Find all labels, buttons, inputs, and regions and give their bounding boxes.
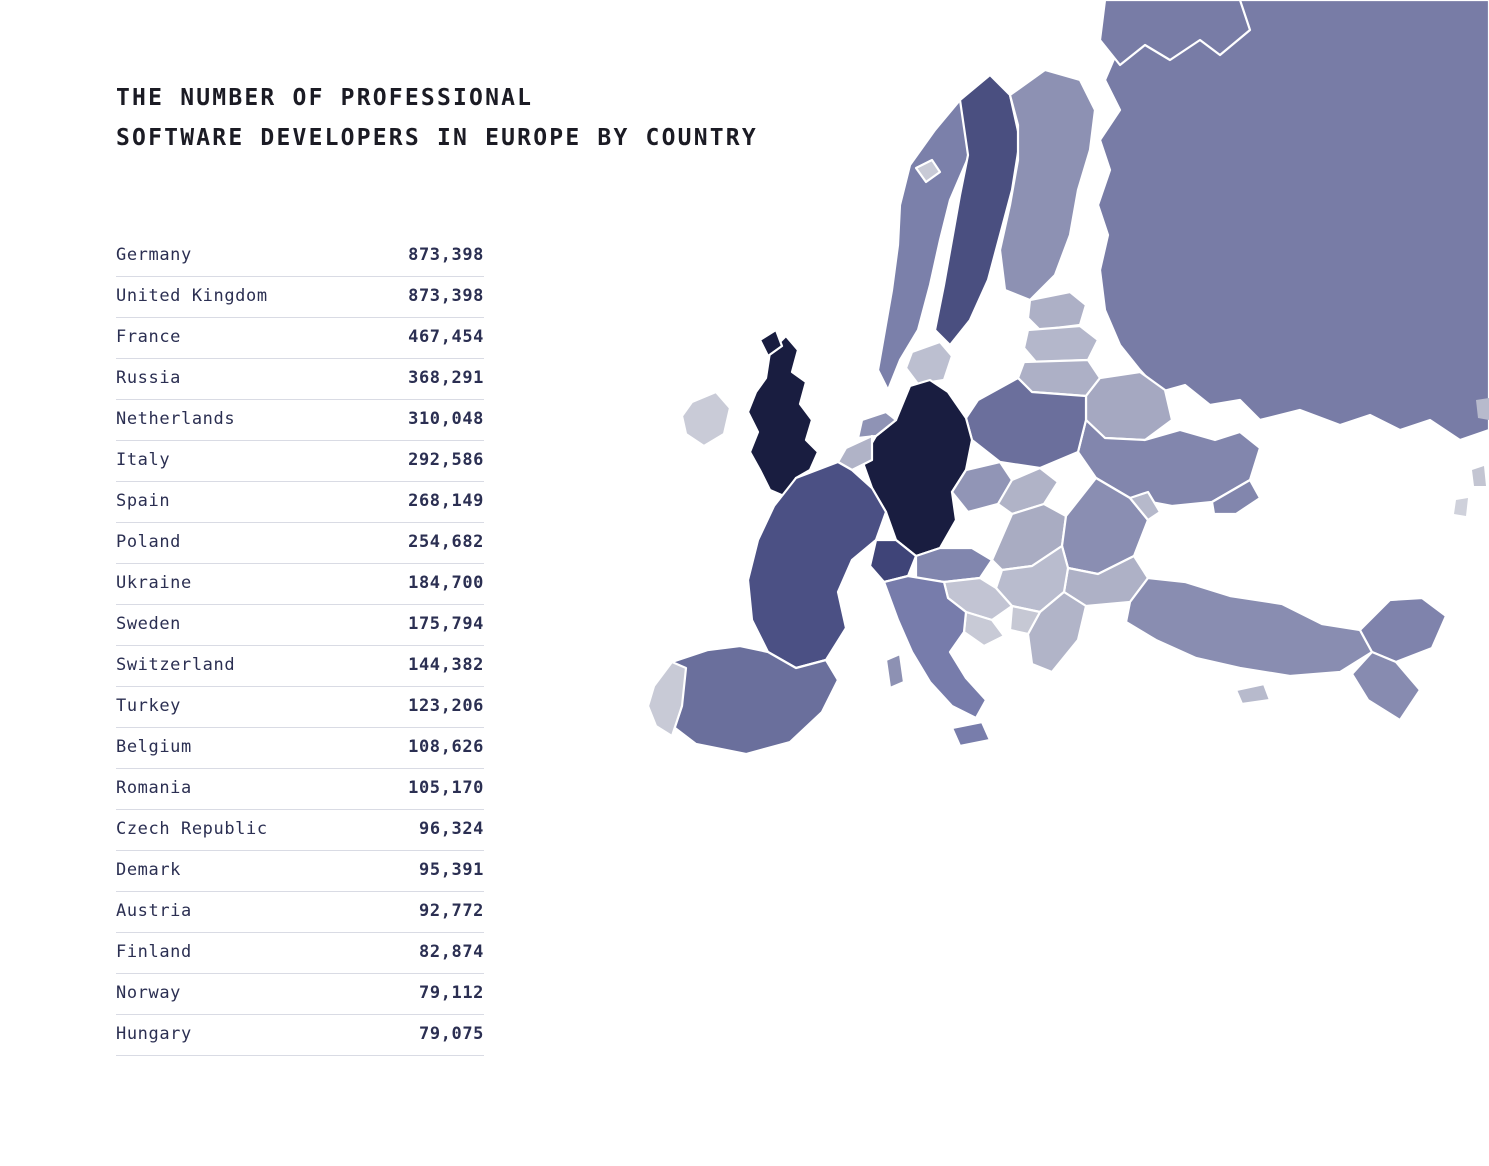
country-name: Sweden (116, 614, 182, 634)
table-row (116, 1015, 484, 1056)
country-value: 184,700 (408, 573, 484, 593)
country-value: 292,586 (408, 450, 484, 470)
table-row (116, 441, 484, 482)
country-name: Austria (116, 901, 192, 921)
country-name: Poland (116, 532, 182, 552)
table-row (116, 564, 484, 605)
page-title-line-2: SOFTWARE DEVELOPERS IN EUROPE BY COUNTRY (116, 125, 758, 151)
country-developer-table (116, 236, 484, 1056)
map-region-ireland (682, 392, 730, 446)
country-name: France (116, 327, 182, 347)
table-row (116, 646, 484, 687)
country-value: 82,874 (418, 942, 484, 962)
table-row (116, 728, 484, 769)
table-row (116, 482, 484, 523)
country-name: Norway (116, 983, 182, 1003)
table-row (116, 974, 484, 1015)
table-row (116, 523, 484, 564)
map-region-latvia (1024, 326, 1098, 362)
table-row (116, 892, 484, 933)
country-value: 92,772 (418, 901, 484, 921)
table-row (116, 236, 484, 277)
country-value: 144,382 (408, 655, 484, 675)
country-value: 108,626 (408, 737, 484, 757)
country-name: Finland (116, 942, 192, 962)
country-value: 95,391 (418, 860, 484, 880)
table-row (116, 605, 484, 646)
europe-choropleth-map (600, 0, 1489, 830)
country-name: Belgium (116, 737, 192, 757)
table-row (116, 810, 484, 851)
country-name: Czech Republic (116, 819, 268, 839)
country-name: Ukraine (116, 573, 192, 593)
country-value: 175,794 (408, 614, 484, 634)
country-name: Italy (116, 450, 171, 470)
map-svg (600, 0, 1489, 830)
country-name: Germany (116, 245, 192, 265)
country-value: 96,324 (418, 819, 484, 839)
table-row (116, 318, 484, 359)
map-region-turkey (1126, 578, 1372, 676)
map-region-finland (1000, 70, 1095, 300)
map-region-austria (916, 548, 992, 582)
page-title-line-1: THE NUMBER OF PROFESSIONAL (116, 85, 534, 111)
country-value: 268,149 (408, 491, 484, 511)
country-name: Russia (116, 368, 182, 388)
map-region-sardinia (886, 654, 904, 688)
map-region-sicily (952, 722, 990, 746)
map-region-uk (748, 336, 818, 496)
map-region-cyprus (1236, 684, 1270, 704)
country-name: Romania (116, 778, 192, 798)
map-region-estonia (1028, 292, 1086, 330)
table-row (116, 933, 484, 974)
country-value: 105,170 (408, 778, 484, 798)
country-value: 873,398 (408, 286, 484, 306)
country-name: Demark (116, 860, 182, 880)
country-value: 79,075 (418, 1024, 484, 1044)
country-value: 873,398 (408, 245, 484, 265)
country-value: 79,112 (418, 983, 484, 1003)
table-row (116, 851, 484, 892)
country-value: 467,454 (408, 327, 484, 347)
country-value: 368,291 (408, 368, 484, 388)
country-value: 254,682 (408, 532, 484, 552)
country-name: Switzerland (116, 655, 236, 675)
table-row (116, 400, 484, 441)
country-value: 123,206 (408, 696, 484, 716)
country-name: Hungary (116, 1024, 192, 1044)
table-row (116, 277, 484, 318)
country-name: United Kingdom (116, 286, 268, 306)
table-row (116, 359, 484, 400)
country-name: Spain (116, 491, 171, 511)
map-region-denmark (906, 342, 952, 384)
map-region-france (748, 462, 886, 668)
map-region-russia (1098, 0, 1489, 440)
map-region-southeast-sliver (1352, 652, 1420, 720)
country-value: 310,048 (408, 409, 484, 429)
country-name: Netherlands (116, 409, 236, 429)
table-row (116, 769, 484, 810)
country-name: Turkey (116, 696, 182, 716)
table-row (116, 687, 484, 728)
